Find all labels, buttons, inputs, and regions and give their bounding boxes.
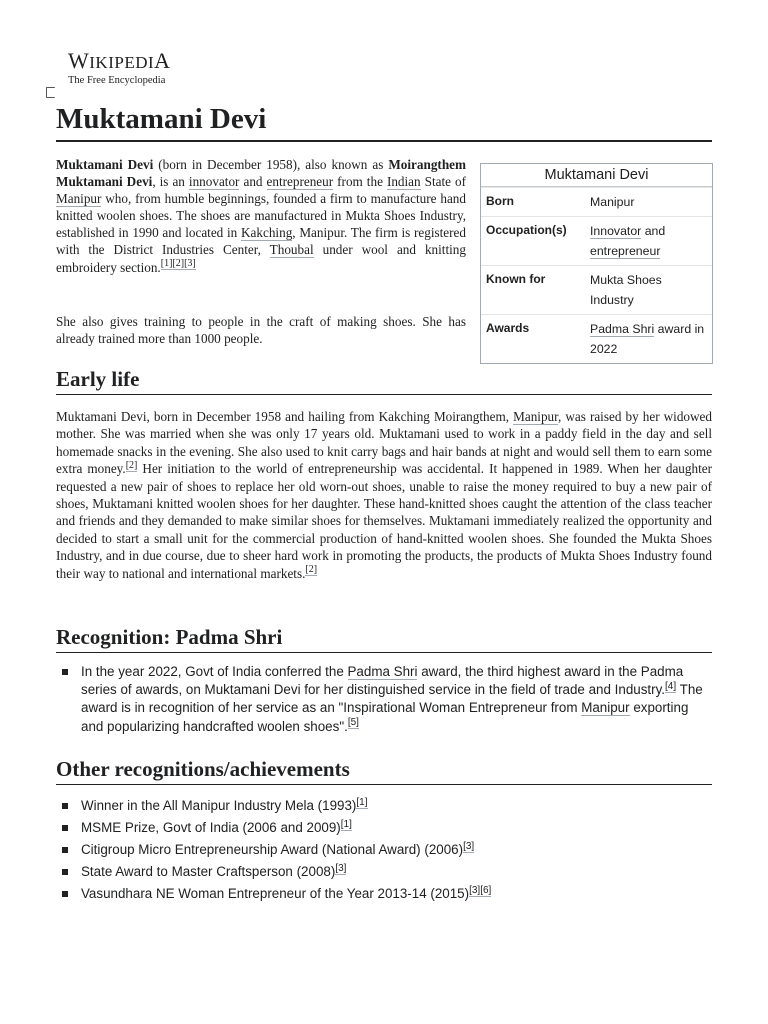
citation-link[interactable]: [3] (463, 840, 475, 852)
citation-link[interactable]: [2] (305, 564, 318, 576)
infobox-label: Occupation(s) (486, 223, 567, 237)
manipur-link[interactable]: Manipur (56, 191, 102, 207)
infobox-row-born (481, 187, 712, 216)
page-title: Muktamani Devi (56, 100, 712, 142)
infobox-value: Innovator and entrepreneur (590, 224, 666, 258)
innovator-link[interactable]: Innovator (590, 224, 642, 238)
citation-link[interactable]: [3] (469, 884, 481, 896)
citation-link[interactable]: [2] (125, 459, 138, 471)
achievements-list (56, 795, 712, 905)
early-life-paragraph: Muktamani Devi, born in December 1958 and hailing from Kakching Moirangthem, Manipur, was raised by her widowed mother. She was married when she was only 17 years old. Muktamani used to work in a paddy field in the day and sell homemade snacks in the evening. She also used to knit carry bags and hair bands at night and would sell them to earn some extra money.[2] Her initiation to the world of entrepreneurship was accidental. It happened in 1989. When her daughter requested a new pair of shoes to replace her old worn-out shoes, unable to raise the money required to buy a new pair of shoes, Muktamani knitted woolen shoes for her daughter. These hand-knitted shoes caught the attention of the class teacher and friends and they demanded to make similar shoes for themselves. Muktamani immediately realized the opportunity and decided to start a small unit for the commercial production of hand-knitted woolen shoes. She founded the Mukta Shoes Industry, and in due course, due to sheer hard work in promoting the products, the products of Mukta Shoes Industry found their way to national and international markets.[2] (56, 409, 712, 581)
citation-link[interactable]: [1] (340, 818, 352, 830)
citation-link[interactable]: [4] (665, 680, 677, 692)
lead-paragraph-2: She also gives training to people in the craft of making shoes. She has already trained more than 1000 people. (56, 314, 466, 347)
infobox-label: Born (486, 194, 514, 208)
list-item: MSME Prize, Govt of India (2006 and 2009)[1] (56, 817, 712, 839)
citation-link[interactable]: [6] (480, 884, 492, 896)
infobox-value: Manipur (590, 195, 635, 209)
infobox-row-occupation (481, 216, 712, 265)
infobox-value: Padma Shri award in 2022 (590, 322, 705, 356)
citation-link[interactable]: [3] (184, 258, 196, 270)
innovator-link[interactable]: innovator (188, 174, 240, 190)
section-heading-other-recognitions: Other recognitions/achievements (56, 756, 712, 785)
entrepreneur-link[interactable]: entrepreneur (590, 244, 661, 258)
entrepreneur-link[interactable]: entrepreneur (266, 174, 334, 190)
padma-shri-link[interactable]: Padma Shri (347, 664, 418, 679)
padma-list (56, 663, 712, 736)
padma-shri-link[interactable]: Padma Shri (590, 322, 655, 336)
section-heading-padma-shri: Recognition: Padma Shri (56, 624, 712, 653)
kakching-link[interactable]: Kakching (241, 225, 293, 241)
table-of-contents-icon[interactable] (46, 87, 55, 98)
infobox-row-known-for (481, 265, 712, 314)
infobox (480, 163, 713, 364)
manipur-link[interactable]: Manipur (513, 409, 558, 424)
lead-paragraph: Muktamani Devi (born in December 1958), also known as Moirangthem Muktamani Devi, is an innovator and entrepreneur from the Indian State of Manipur who, from humble beginnings, founded a firm to manufacture hand knitted woolen shoes. The shoes are manufactured in Mukta Shoes Industry, established in 1990 and located in Kakching, Manipur. The firm is registered with the District Industries Center, Thoubal under wool and knitting embroidery section.[1][2][3] (56, 157, 467, 275)
citation-link[interactable]: [5] (347, 717, 359, 729)
logo-tagline: The Free Encyclopedia (68, 75, 166, 86)
infobox-row-awards (481, 314, 712, 363)
citation-link[interactable]: [2] (172, 258, 185, 270)
indian-link[interactable]: Indian (386, 174, 421, 190)
list-item: Citigroup Micro Entrepreneurship Award (National Award) (2006)[3] (56, 839, 712, 861)
thoubal-link[interactable]: Thoubal (269, 242, 314, 258)
list-item: Winner in the All Manipur Industry Mela (1993)[1] (56, 795, 712, 817)
list-item: In the year 2022, Govt of India conferred the Padma Shri award, the third highest award in the Padma series of awards, on Muktamani Devi for her distinguished service in the field of trade and Industry.[4] The award is in recognition of her service as an "Inspirational Woman Entrepreneur from Manipur exporting and popularizing handcrafted woolen shoes".[5] (56, 663, 712, 736)
infobox-value: Mukta Shoes Industry (590, 273, 662, 307)
citation-link[interactable]: [1] (160, 258, 173, 270)
infobox-label: Known for (486, 272, 546, 286)
logo-wordmark: WIKIPEDIA (68, 48, 171, 73)
manipur-link[interactable]: Manipur (581, 700, 630, 716)
infobox-label: Awards (486, 321, 530, 335)
section-heading-early-life: Early life (56, 366, 712, 395)
infobox-title: Muktamani Devi (481, 164, 712, 187)
citation-link[interactable]: [3] (335, 862, 347, 874)
wikipedia-logo[interactable] (68, 50, 171, 88)
list-item: State Award to Master Craftsperson (2008)[3] (56, 861, 712, 883)
citation-link[interactable]: [1] (356, 796, 368, 808)
list-item: Vasundhara NE Woman Entrepreneur of the Year 2013-14 (2015)[3][6] (56, 883, 712, 905)
